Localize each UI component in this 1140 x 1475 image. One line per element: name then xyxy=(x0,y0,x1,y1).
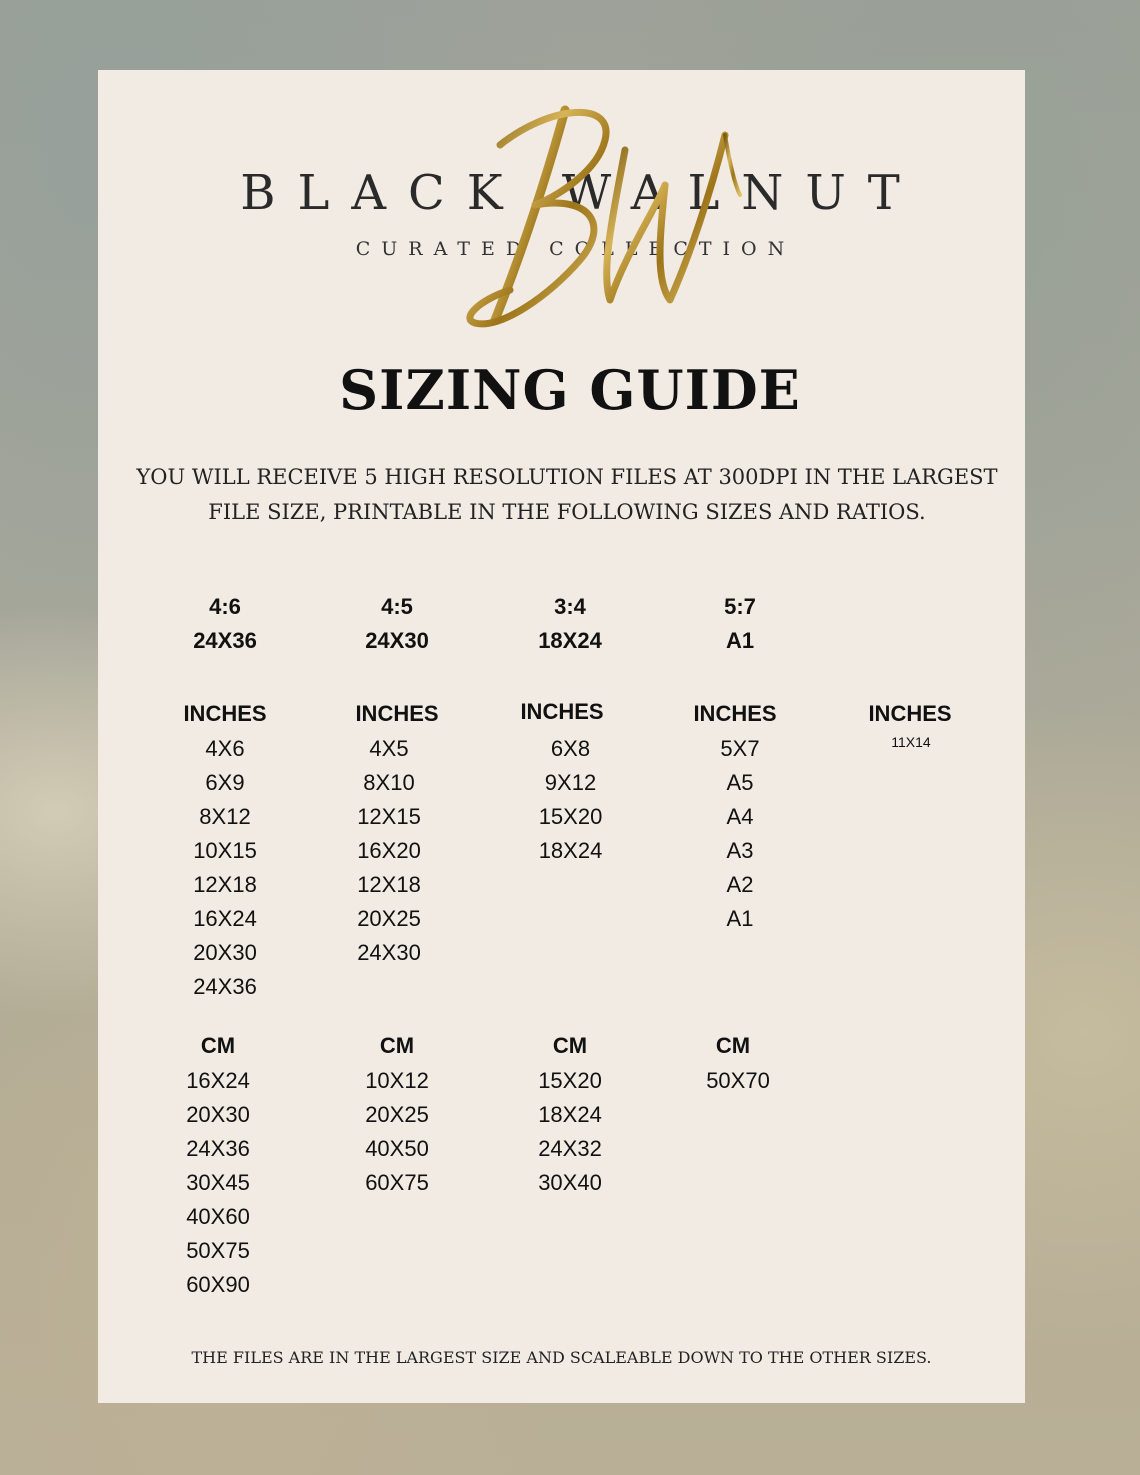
size-item: 15X20 xyxy=(538,1068,602,1093)
intro-text: YOU WILL RECEIVE 5 HIGH RESOLUTION FILES AT 300DPI IN THE LARGEST FILE SIZE, PRINTABLE IN THE FOLLOWING SIZES AND RATIOS. xyxy=(136,465,998,524)
size-item: 60X75 xyxy=(365,1170,429,1195)
size-item: 16X24 xyxy=(193,906,257,931)
inches-list-4-5 xyxy=(322,696,472,970)
size-item: 18X24 xyxy=(538,1102,602,1127)
ratio-column-4-6 xyxy=(165,590,285,658)
inches-heading: INCHES xyxy=(693,701,777,726)
max-size-label: 24X36 xyxy=(193,628,257,653)
size-item: 15X20 xyxy=(538,804,603,829)
size-item: 12X18 xyxy=(193,872,257,897)
size-item: 5X7 xyxy=(720,736,760,761)
size-item: 24X36 xyxy=(193,974,257,999)
ratio-column-5-7 xyxy=(680,590,800,658)
footer-note: THE FILES ARE IN THE LARGEST SIZE AND SCALEABLE DOWN TO THE OTHER SIZES. xyxy=(191,1348,932,1367)
max-size-label: 18X24 xyxy=(538,628,602,653)
size-item: 12X15 xyxy=(357,804,421,829)
size-item: 24X32 xyxy=(538,1136,602,1161)
page-title: SIZING GUIDE xyxy=(339,358,801,422)
size-item: 30X45 xyxy=(186,1170,250,1195)
inches-sizes xyxy=(504,732,637,868)
size-item: 50X70 xyxy=(706,1068,770,1093)
cm-heading: CM xyxy=(379,1033,415,1058)
inches-list-extra xyxy=(835,696,985,752)
inches-list-3-4 xyxy=(487,694,637,868)
size-item: A2 xyxy=(726,872,754,897)
brand-tagline: CURATED COLLECTION xyxy=(355,238,796,260)
cm-list-3-4 xyxy=(510,1028,630,1200)
inches-list-4-6 xyxy=(150,696,300,1004)
inches-heading: INCHES xyxy=(355,701,439,726)
size-item: 20X25 xyxy=(365,1102,429,1127)
size-item: 24X36 xyxy=(186,1136,250,1161)
size-item: 40X50 xyxy=(365,1136,429,1161)
size-item: A3 xyxy=(726,838,754,863)
ratio-label: 4:5 xyxy=(381,594,413,619)
size-item: 10X15 xyxy=(193,838,257,863)
size-item: 18X24 xyxy=(538,838,603,863)
size-item: 50X75 xyxy=(186,1238,250,1263)
inches-heading: INCHES xyxy=(868,701,952,726)
cm-sizes xyxy=(683,1064,793,1098)
ratio-label: 5:7 xyxy=(724,594,756,619)
bw-monogram-logo xyxy=(440,95,760,345)
cm-heading: CM xyxy=(715,1033,751,1058)
size-item: 24X30 xyxy=(357,940,421,965)
size-item: A4 xyxy=(726,804,754,829)
size-item: 40X60 xyxy=(186,1204,250,1229)
ratio-label: 4:6 xyxy=(209,594,241,619)
inches-heading: INCHES xyxy=(520,699,604,724)
size-item: 6X8 xyxy=(550,736,591,761)
size-item: 8X12 xyxy=(199,804,251,829)
max-size-label: A1 xyxy=(725,628,755,653)
size-item: 9X12 xyxy=(544,770,597,795)
inches-sizes xyxy=(670,732,810,936)
size-item: 4X6 xyxy=(205,736,245,761)
inches-list-5-7 xyxy=(660,696,810,936)
inches-sizes xyxy=(837,732,985,752)
cm-sizes xyxy=(337,1064,457,1200)
size-item: 20X25 xyxy=(357,906,421,931)
cm-heading: CM xyxy=(552,1033,588,1058)
size-item: 16X20 xyxy=(357,838,421,863)
size-item: 11X14 xyxy=(891,734,931,750)
size-item: 30X40 xyxy=(538,1170,602,1195)
inches-sizes xyxy=(150,732,300,1004)
size-item: 4X5 xyxy=(369,736,409,761)
size-item: A5 xyxy=(726,770,754,795)
cm-sizes xyxy=(158,1064,278,1302)
size-item: 20X30 xyxy=(193,940,257,965)
size-item: 12X18 xyxy=(357,872,421,897)
size-item: 16X24 xyxy=(186,1068,250,1093)
ratio-column-4-5 xyxy=(337,590,457,658)
cm-list-5-7 xyxy=(673,1028,793,1098)
size-item: 60X90 xyxy=(186,1272,250,1297)
cm-list-4-5 xyxy=(337,1028,457,1200)
brand-name: BLACK WALNUT xyxy=(240,165,922,221)
size-item: 20X30 xyxy=(186,1102,250,1127)
inches-heading: INCHES xyxy=(183,701,267,726)
size-item: 8X10 xyxy=(363,770,415,795)
cm-sizes xyxy=(510,1064,630,1200)
ratio-column-3-4 xyxy=(510,590,630,658)
max-size-label: 24X30 xyxy=(365,628,429,653)
cm-list-4-6 xyxy=(158,1028,278,1302)
inches-sizes xyxy=(306,732,472,970)
ratio-label: 3:4 xyxy=(554,594,586,619)
size-item: A1 xyxy=(726,906,754,931)
size-item: 10X12 xyxy=(365,1068,429,1093)
size-item: 6X9 xyxy=(205,770,245,795)
cm-heading: CM xyxy=(200,1033,236,1058)
